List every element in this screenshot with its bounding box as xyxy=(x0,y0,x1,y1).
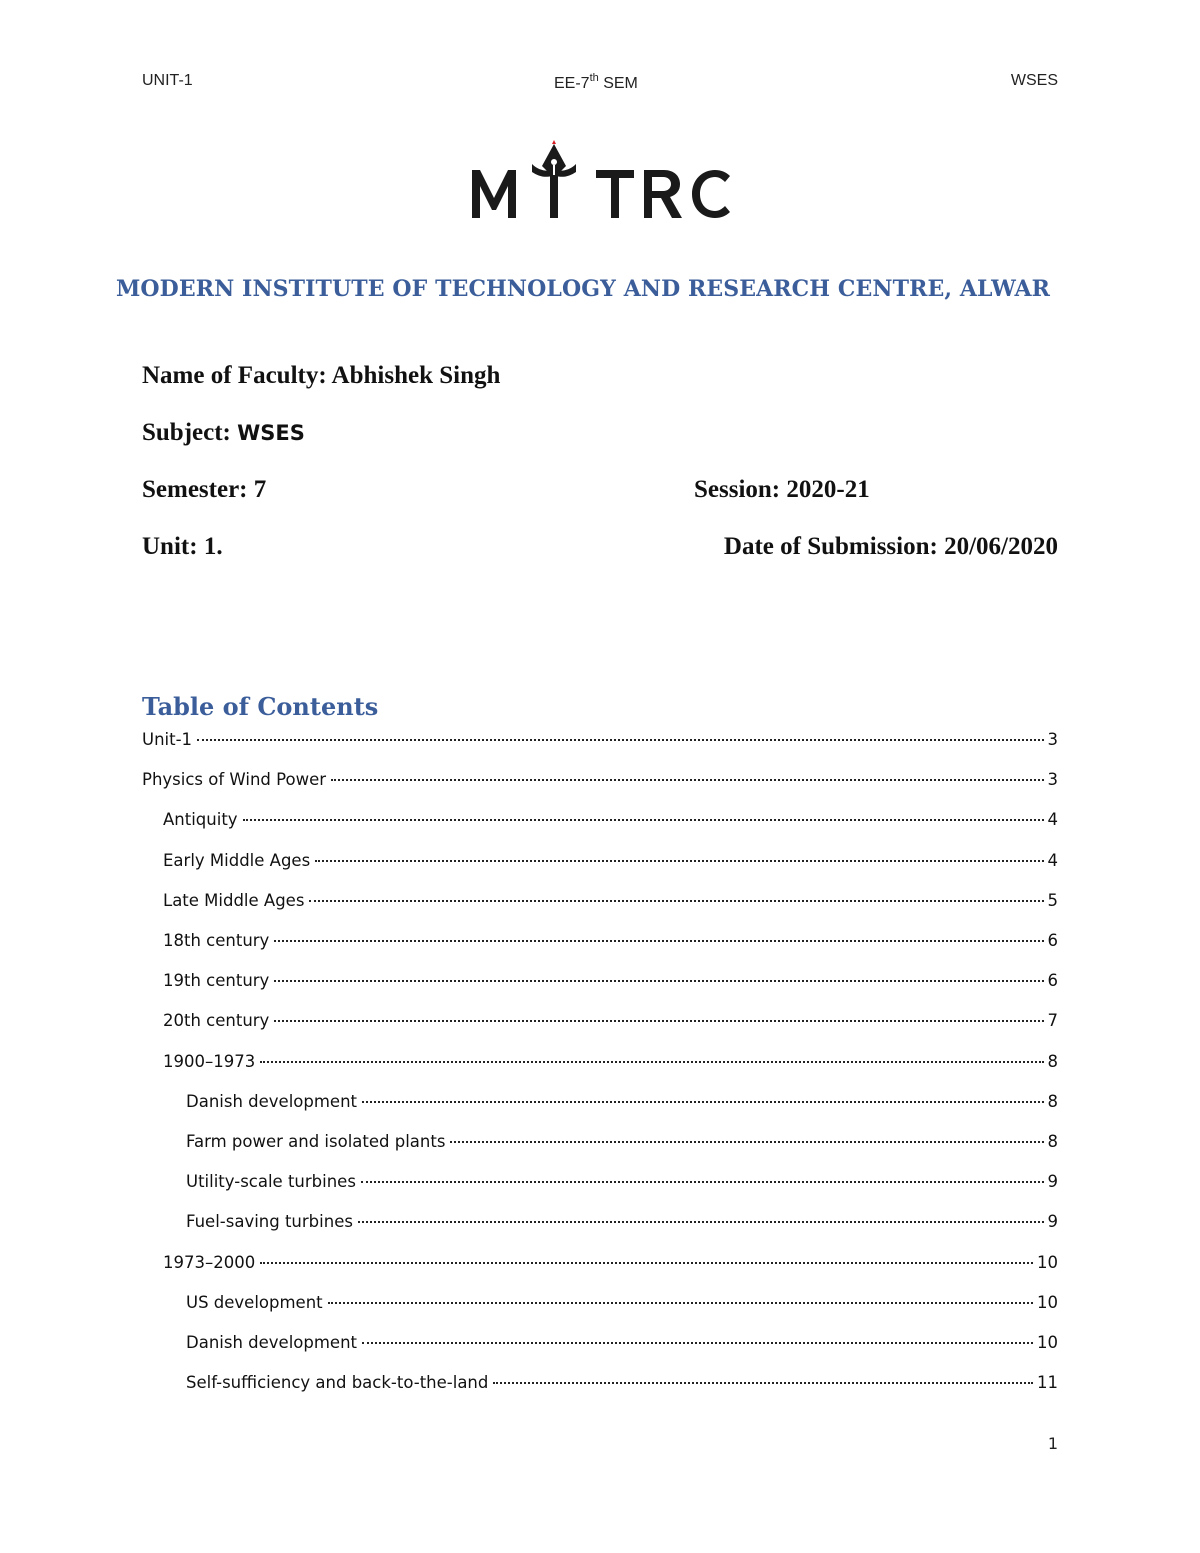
toc-entry-page: 7 xyxy=(1047,1011,1058,1031)
toc-entry-title: Unit-1 xyxy=(142,730,193,749)
toc-entry-page: 3 xyxy=(1047,730,1058,749)
toc-entry-page: 5 xyxy=(1047,890,1058,910)
semester-value: 7 xyxy=(253,476,267,503)
toc-entry[interactable] xyxy=(186,1333,1058,1357)
toc-dot-leader xyxy=(362,1342,1033,1344)
toc-entry[interactable] xyxy=(163,931,1058,955)
unit-value: 1. xyxy=(203,533,223,560)
toc-entry[interactable] xyxy=(163,891,1058,915)
toc-entry-page: 10 xyxy=(1037,1292,1058,1312)
toc-dot-leader xyxy=(274,940,1043,942)
subject-line xyxy=(142,419,305,447)
toc-entry-page: 3 xyxy=(1047,770,1058,790)
toc-entry[interactable] xyxy=(186,1132,1058,1156)
toc-dot-leader xyxy=(260,1061,1043,1063)
fountain-pen-nib-logo-icon xyxy=(468,140,734,224)
faculty-label: Name of Faculty: xyxy=(142,362,332,389)
toc-entry[interactable] xyxy=(163,851,1058,875)
toc-entry-title: 20th century xyxy=(163,1011,270,1031)
semester-label: Semester: xyxy=(142,476,254,503)
toc-entry-page: 8 xyxy=(1047,1091,1058,1111)
toc-entry[interactable] xyxy=(186,1172,1058,1196)
toc-entry-page: 4 xyxy=(1047,810,1058,830)
toc-entry[interactable] xyxy=(163,1253,1058,1277)
institute-name: MODERN INSTITUTE OF TECHNOLOGY AND RESEARCH CENTRE, ALWAR xyxy=(115,276,1051,302)
toc-entry-title: 1973–2000 xyxy=(163,1252,256,1272)
toc-entry-page: 9 xyxy=(1047,1212,1058,1232)
page-number: 1 xyxy=(1047,1434,1058,1453)
submission-line xyxy=(724,533,1058,561)
toc-dot-leader xyxy=(309,900,1043,902)
toc-entry-page: 6 xyxy=(1047,931,1058,950)
toc-entry-title: US development xyxy=(186,1292,323,1312)
toc-entry-page: 11 xyxy=(1037,1373,1058,1393)
toc-heading: Table of Contents xyxy=(142,692,379,721)
toc-dot-leader xyxy=(274,1020,1043,1022)
toc-entry[interactable] xyxy=(186,1373,1058,1397)
toc-dot-leader xyxy=(362,1101,1043,1103)
submission-value: 20/06/2020 xyxy=(944,533,1058,560)
session-value: 2020-21 xyxy=(786,476,870,503)
subject-value: WSES xyxy=(237,421,305,445)
toc-entry-title: Antiquity xyxy=(163,810,238,830)
toc-entry-title: Danish development xyxy=(186,1091,358,1111)
toc-entry-page: 10 xyxy=(1037,1252,1058,1272)
toc-entry[interactable] xyxy=(186,1092,1058,1116)
toc-entry-page: 8 xyxy=(1047,1132,1058,1151)
faculty-value: Abhishek Singh xyxy=(331,362,501,389)
header-subject: WSES xyxy=(1010,72,1058,89)
unit-label: Unit: xyxy=(142,533,204,560)
toc-dot-leader xyxy=(450,1141,1043,1143)
toc-dot-leader xyxy=(331,779,1043,781)
toc-entry[interactable] xyxy=(163,971,1058,995)
header-semester-prefix: EE-7 xyxy=(554,75,590,92)
toc-entry-page: 9 xyxy=(1047,1172,1058,1192)
header-semester-suffix: SEM xyxy=(598,75,638,92)
page-header xyxy=(142,72,1058,96)
toc-entry-title: 1900–1973 xyxy=(163,1051,256,1071)
toc-dot-leader xyxy=(243,819,1044,821)
toc-entry-title: Fuel-saving turbines xyxy=(186,1212,353,1232)
toc-dot-leader xyxy=(361,1181,1044,1183)
toc-entry-title: Utility-scale turbines xyxy=(186,1172,356,1192)
toc-entry[interactable] xyxy=(142,730,1058,754)
toc-entry-title: Farm power and isolated plants xyxy=(186,1132,446,1151)
toc-dot-leader xyxy=(493,1382,1033,1384)
toc-entry-page: 10 xyxy=(1037,1333,1058,1352)
toc-dot-leader xyxy=(315,860,1043,862)
toc-dot-leader xyxy=(328,1302,1033,1304)
toc-entry-page: 8 xyxy=(1047,1051,1058,1071)
mitrc-logo xyxy=(468,140,734,224)
toc-entry[interactable] xyxy=(186,1212,1058,1236)
toc-entry-title: 18th century xyxy=(163,931,270,950)
toc-entry-title: Self-sufficiency and back-to-the-land xyxy=(186,1373,489,1393)
toc-entry-title: 19th century xyxy=(163,971,270,991)
toc-entry[interactable] xyxy=(163,1011,1058,1035)
toc-entry-title: Early Middle Ages xyxy=(163,850,311,870)
toc-entry-title: Physics of Wind Power xyxy=(142,770,327,790)
session-line xyxy=(694,476,870,504)
subject-label: Subject: xyxy=(142,419,238,446)
toc-entry-title: Danish development xyxy=(186,1333,358,1352)
header-semester-sup: th xyxy=(589,72,599,84)
header-semester xyxy=(554,72,638,93)
header-unit: UNIT-1 xyxy=(142,72,193,89)
unit-line xyxy=(142,533,223,561)
toc-entry-page: 6 xyxy=(1047,971,1058,991)
toc-entry[interactable] xyxy=(186,1293,1058,1317)
toc-entry[interactable] xyxy=(163,810,1058,834)
toc-dot-leader xyxy=(197,739,1043,741)
toc-entry[interactable] xyxy=(163,1052,1058,1076)
toc-dot-leader xyxy=(260,1262,1033,1264)
semester-line xyxy=(142,476,266,504)
faculty-line xyxy=(142,362,500,390)
toc-dot-leader xyxy=(274,980,1043,982)
session-label: Session: xyxy=(694,476,787,503)
toc-entry[interactable] xyxy=(142,770,1058,794)
toc-entry-page: 4 xyxy=(1047,850,1058,870)
submission-label: Date of Submission: xyxy=(723,533,945,560)
toc-entry-title: Late Middle Ages xyxy=(163,890,305,910)
toc-dot-leader xyxy=(358,1221,1044,1223)
